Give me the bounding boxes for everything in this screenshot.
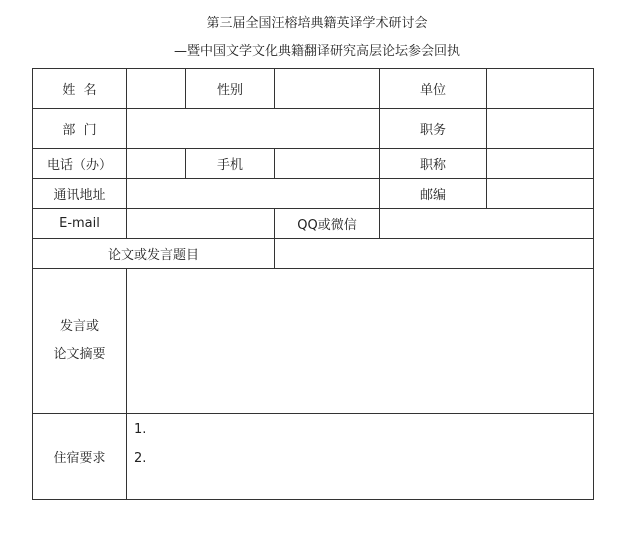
office-phone-field[interactable] [126, 148, 186, 179]
paper-title-field[interactable] [274, 238, 594, 269]
abstract-label-line1: 发言或 [59, 319, 99, 334]
qq-wechat-field[interactable] [379, 208, 594, 239]
gender-field[interactable] [274, 68, 380, 109]
form-subtitle: —暨中国文学文化典籍翻译研究高层论坛参会回执 [173, 44, 460, 59]
name-field[interactable] [126, 68, 186, 109]
postcode-label: 邮编 [379, 178, 487, 209]
lodging-field[interactable] [126, 413, 594, 500]
mobile-label: 手机 [185, 148, 275, 179]
title-label: 职称 [379, 148, 487, 179]
unit-field[interactable] [486, 68, 594, 109]
address-label: 通讯地址 [32, 178, 127, 209]
form-title: 第三届全国汪榕培典籍英译学术研讨会 [206, 16, 428, 31]
lodging-item-1: 1. [134, 422, 147, 437]
gender-label: 性别 [185, 68, 275, 109]
position-field[interactable] [486, 108, 594, 149]
qq-wechat-label: QQ或微信 [274, 208, 380, 239]
address-field[interactable] [126, 178, 380, 209]
email-field[interactable] [126, 208, 275, 239]
department-field[interactable] [126, 108, 380, 149]
position-label: 职务 [379, 108, 487, 149]
abstract-label-line2: 论文摘要 [53, 347, 106, 362]
mobile-field[interactable] [274, 148, 380, 179]
abstract-field[interactable] [126, 268, 594, 414]
department-label: 部 门 [32, 108, 127, 149]
office-phone-label: 电话（办） [32, 148, 127, 179]
title-field[interactable] [486, 148, 594, 179]
email-label: E-mail [32, 208, 127, 239]
paper-title-label: 论文或发言题目 [32, 238, 275, 269]
abstract-label [32, 268, 127, 414]
unit-label: 单位 [379, 68, 487, 109]
postcode-field[interactable] [486, 178, 594, 209]
name-label: 姓 名 [32, 68, 127, 109]
lodging-item-2: 2. [134, 451, 147, 466]
lodging-label: 住宿要求 [32, 413, 127, 500]
